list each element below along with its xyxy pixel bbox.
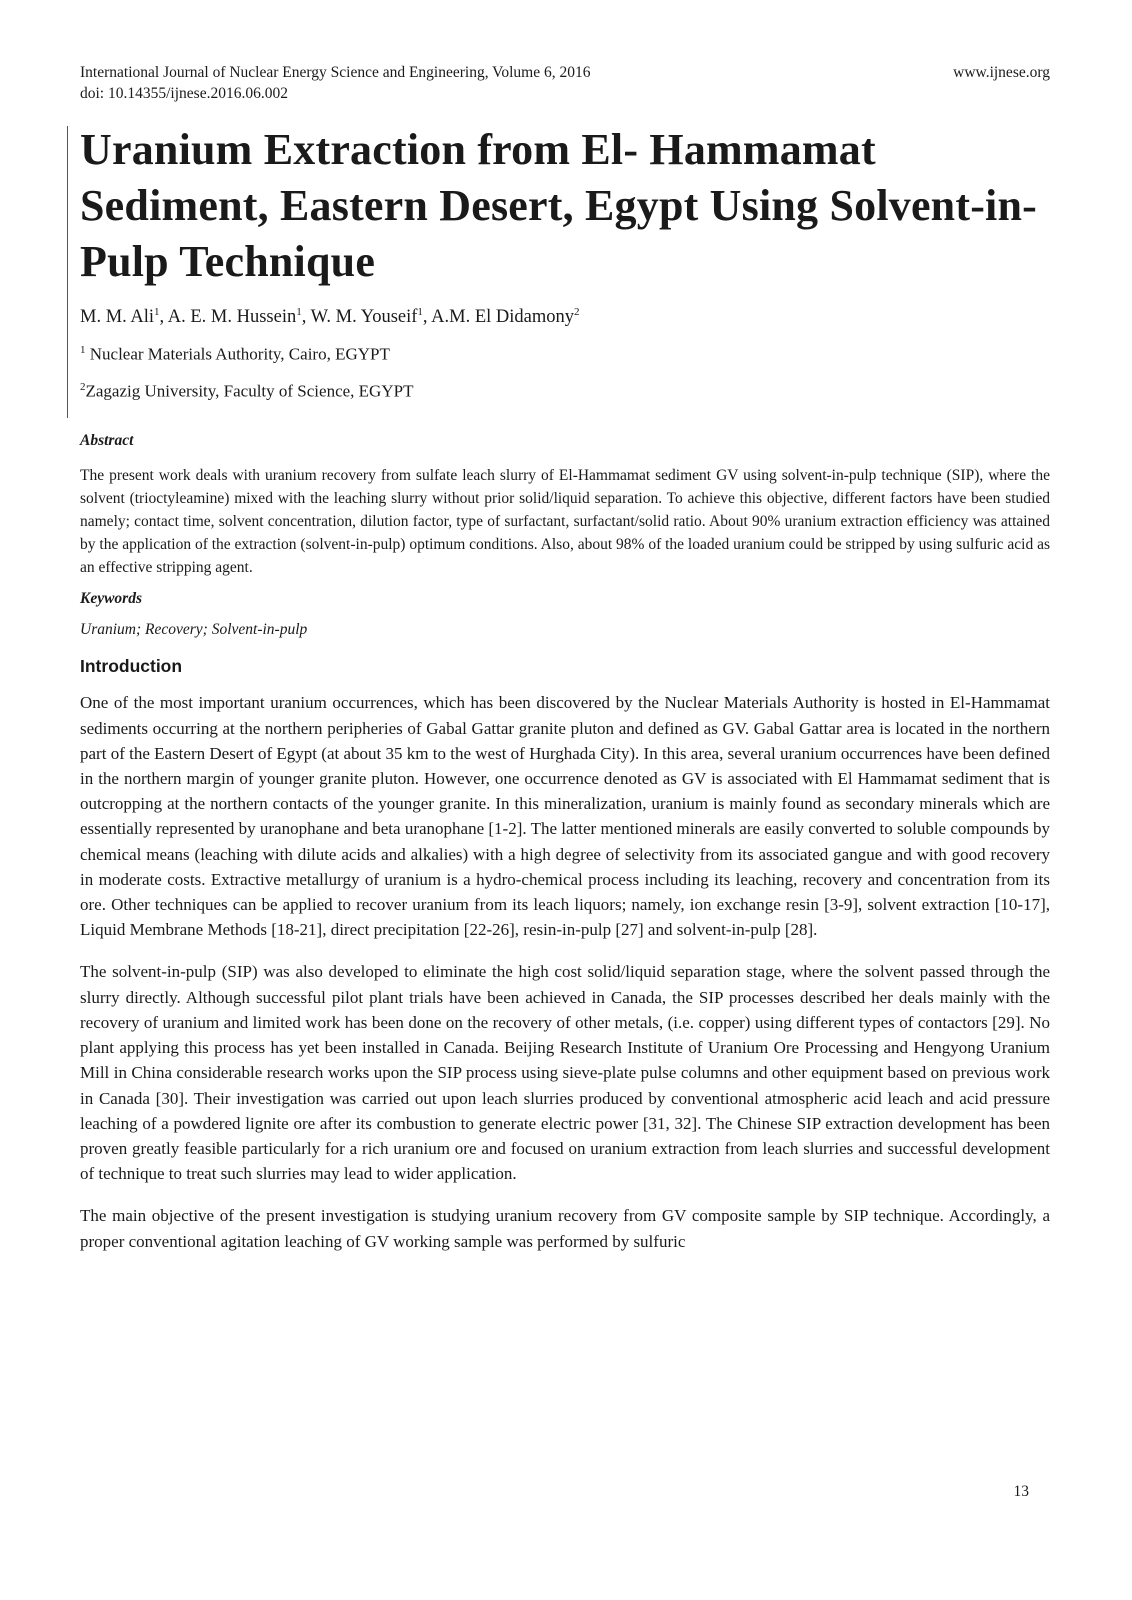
affiliation-mark: 1 <box>80 344 86 357</box>
affiliation-mark: 2 <box>574 306 580 318</box>
body-paragraph: One of the most important uranium occurrences, which has been discovered by the Nuclear Materials Authority is hosted in El-Hammamat sediments occurring at the northern peripheries of Gabal Gattar granite pluton and defined as GV. Gabal Gattar area is located in the northern part of the Eastern Desert of Egypt (at about 35 km to the west of Hurghada City). In this area, several uranium occurrences have been defined in the northern margin of younger granite pluton. However, one occurrence denoted as GV is associated with El Hammamat sediment that is outcropping at the northern contacts of the younger granite. In this mineralization, uranium is mainly found as secondary minerals which are essentially represented by uranophane and beta uranophane [1-2]. The latter mentioned minerals are easily converted to soluble compounds by chemical means (leaching with dilute acids and alkalies) with a high degree of selectivity from its associated gangue and with good recovery in moderate costs. Extractive metallurgy of uranium is a hydro-chemical process including its leaching, recovery and concentration from its ore. Other techniques can be applied to recover uranium from its leach liquors; namely, ion exchange resin [3-9], solvent extraction [10-17], Liquid Membrane Methods [18-21], direct precipitation [22-26], resin-in-pulp [27] and solvent-in-pulp [28]. <box>80 693 1050 940</box>
keywords-heading: Keywords <box>80 590 142 608</box>
keywords-text: Uranium; Recovery; Solvent-in-pulp <box>80 621 308 639</box>
affiliation-mark: 1 <box>154 306 160 318</box>
author-name: M. M. Ali <box>80 307 155 328</box>
affiliation-text: Nuclear Materials Authority, Cairo, EGYPT <box>89 344 390 364</box>
affiliation-2 <box>80 375 1050 404</box>
abstract-heading: Abstract <box>80 432 134 450</box>
affiliation-mark: 1 <box>296 306 302 318</box>
introduction-heading: Introduction <box>80 656 183 677</box>
body-paragraph: The solvent-in-pulp (SIP) was also developed to eliminate the high cost solid/liquid separation stage, where the solvent passed through the slurry directly. Although successful pilot plant trials have been achieved in Canada, the SIP processes described her deals mainly with the recovery of uranium and limited work has been done on the recovery of other metals, (i.e. copper) using different types of contactors [29]. No plant applying this process has yet been installed in Canada. Beijing Research Institute of Uranium Ore Processing and Hengyong Uranium Mill in China considerable research works upon the SIP process using sieve-plate pulse columns and other equipment based on previous work in Canada [30]. Their investigation was carried out upon leach slurries produced by conventional atmospheric acid leach and acid pressure leaching of a powdered lignite ore after its combustion to generate electric power [31, 32]. The Chinese SIP extraction development has been proven greatly feasible particularly for a rich uranium ore and focused on uranium extraction from leach slurries and successful development of technique to treat such slurries may lead to wider application. <box>80 962 1050 1184</box>
journal-website[interactable]: www.ijnese.org <box>953 64 1050 81</box>
page <box>80 62 1050 1271</box>
running-head <box>80 62 1050 83</box>
title-block <box>80 122 1050 403</box>
author-name: W. M. Youseif <box>310 307 418 328</box>
affiliation-1 <box>80 338 1050 367</box>
page-number: 13 <box>1013 1483 1029 1500</box>
paper-title: Uranium Extraction from El- Hammamat Sediment, Eastern Desert, Egypt Using Solvent-in-Pulp Technique <box>80 125 1038 286</box>
author-name: A. E. M. Hussein <box>167 307 297 328</box>
affiliation-text: Zagazig University, Faculty of Science, EGYPT <box>85 381 414 401</box>
body-paragraph: The main objective of the present investigation is studying uranium recovery from GV composite sample by SIP technique. Accordingly, a proper conventional agitation leaching of GV working sample was performed by sulfuric <box>80 1206 1050 1251</box>
author-name: A.M. El Didamony <box>431 307 575 328</box>
affiliation-mark: 2 <box>80 380 86 393</box>
affiliation-mark: 1 <box>417 306 423 318</box>
journal-name: International Journal of Nuclear Energy Science and Engineering, Volume 6, 2016 <box>80 64 591 81</box>
doi[interactable]: doi: 10.14355/ijnese.2016.06.002 <box>80 85 288 102</box>
title-rule <box>67 126 68 418</box>
author-list: M. M. Ali$^1$, A. E. M. Hussein$^1$, W. M. Youseif$^1$, A.M. El Didamony$^2$ <box>80 306 580 328</box>
abstract-text: The present work deals with uranium recovery from sulfate leach slurry of El-Hammamat sediment GV using solvent-in-pulp technique (SIP), where the solvent (trioctyleamine) mixed with the leaching slurry without prior solid/liquid separation. To achieve this objective, different factors have been studied namely; contact time, solvent concentration, dilution factor, type of surfactant, surfactant/solid ratio. About 90% uranium extraction efficiency was attained by the application of the extraction (solvent-in-pulp) optimum conditions. Also, about 98% of the loaded uranium could be stripped by using sulfuric acid as an effective stripping agent. <box>80 467 1050 576</box>
